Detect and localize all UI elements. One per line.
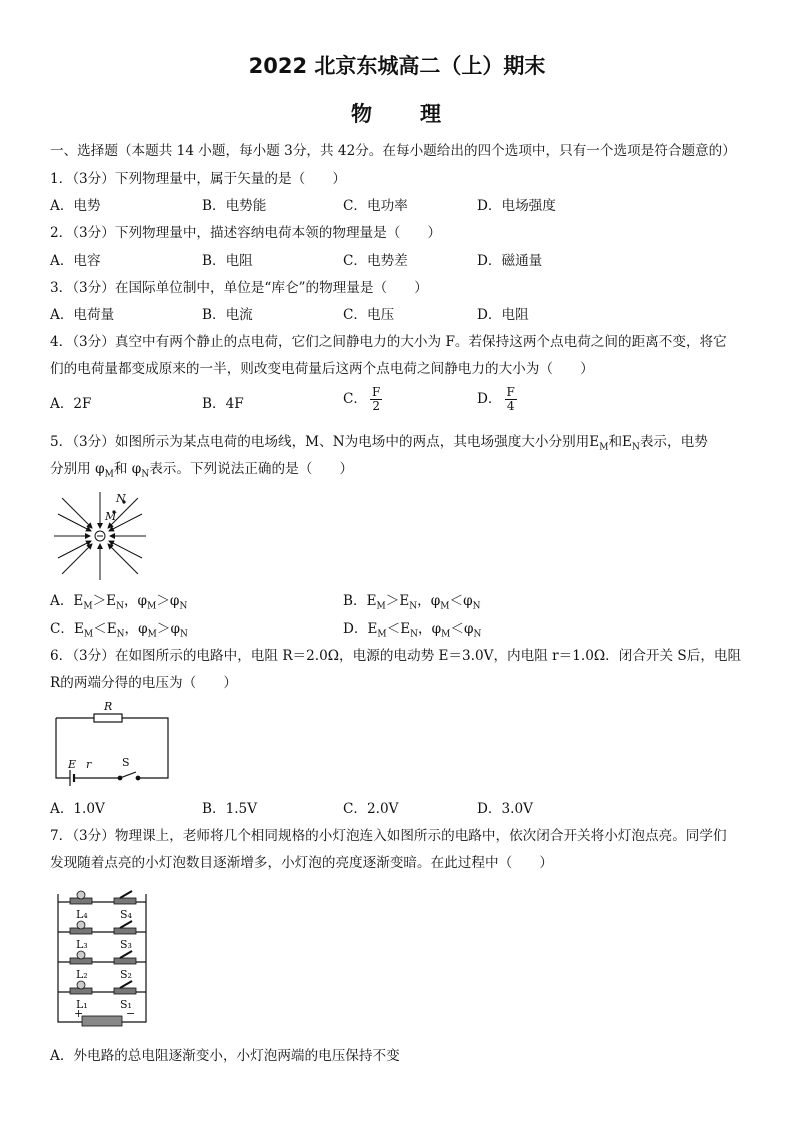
q1-option-b: B．电势能 xyxy=(202,198,267,214)
label-l3: L₃ xyxy=(76,938,88,951)
q2-option-a: A．电容 xyxy=(50,253,101,269)
bulb-icon xyxy=(77,921,85,929)
switch-lever xyxy=(120,891,132,898)
symbol-phi: φ xyxy=(131,461,142,477)
label-l1: L₁ xyxy=(76,998,88,1011)
q6-stem-line2: R的两端分得的电压为（ ） xyxy=(50,675,237,691)
q7-stem-line1: 7．（3分）物理课上，老师将几个相同规格的小灯泡连入如图所示的电路中，依次闭合开关将小灯泡点亮。同学们 xyxy=(50,828,727,844)
battery-pack xyxy=(82,1016,122,1026)
q4-option-a: A．2F xyxy=(50,396,92,412)
q1-option-c: C．电功率 xyxy=(343,198,408,214)
label-s3: S₃ xyxy=(120,938,132,951)
label-n: N xyxy=(116,492,126,505)
label-s2: S₂ xyxy=(120,968,132,981)
subject-title: 物 理 xyxy=(351,102,443,126)
q4-option-c-fraction xyxy=(370,386,382,413)
switch-base xyxy=(114,988,136,994)
q5-option-b: B．$E_M>E_N$，$\varphi_M<\varphi_N$ xyxy=(343,593,481,612)
fraction-numerator: F xyxy=(372,385,381,399)
q5-stem-text: 5．（3分）如图所示为某点电荷的电场线，M、N为电场中的两点，其电场强度大小分别用 xyxy=(50,434,590,450)
q5-field-line-figure xyxy=(52,490,148,582)
subscript-n: N xyxy=(631,442,640,453)
q5-stem-text: 表示，电势 xyxy=(639,434,708,450)
switch-lever xyxy=(120,951,132,958)
switch-lever xyxy=(120,981,132,988)
exam-title: 2022 北京东城高二（上）期末 xyxy=(248,54,546,78)
q7-option-a: A．外电路的总电阻逐渐变小，小灯泡两端的电压保持不变 xyxy=(50,1048,400,1064)
q2-option-c: C．电势差 xyxy=(343,253,408,269)
symbol-e: E xyxy=(622,434,632,450)
label-s: S xyxy=(122,756,130,769)
q7-stem-line2: 发现随着点亮的小灯泡数目逐渐增多，小灯泡的亮度逐渐变暗。在此过程中（ ） xyxy=(50,855,553,871)
q4-stem-line1: 4．（3分）真空中有两个静止的点电荷，它们之间静电力的大小为 F。若保持这两个点电荷之间的距离不变，将它 xyxy=(50,334,727,350)
label-s4: S₄ xyxy=(120,908,132,921)
switch-base xyxy=(114,958,136,964)
q4-stem-line2: 们的电荷量都变成原来的一半，则改变电荷量后这两个点电荷之间静电力的大小为（ ） xyxy=(50,361,594,377)
q1-option-a: A．电势 xyxy=(50,198,101,214)
q5-option-c: C．$E_M<E_N$，$\varphi_M>\varphi_N$ xyxy=(50,621,188,640)
switch-lever xyxy=(120,921,132,928)
resistor-r xyxy=(94,714,122,722)
subscript-m: M xyxy=(599,442,609,453)
q3-stem: 3．（3分）在国际单位制中，单位是“库仑”的物理量是（ ） xyxy=(50,280,428,296)
label-l2: L₂ xyxy=(76,968,88,981)
q3-option-a: A．电荷量 xyxy=(50,307,115,323)
q2-option-d: D．磁通量 xyxy=(477,253,543,269)
switch-s xyxy=(120,772,136,778)
q4-option-c xyxy=(343,386,382,413)
q6-circuit-figure xyxy=(52,700,174,788)
subscript-n: N xyxy=(141,469,150,480)
label-internal-r: r xyxy=(86,758,92,771)
q4-option-d xyxy=(477,386,517,413)
bulb-icon xyxy=(77,891,85,899)
q4-option-d-prefix: D． xyxy=(477,391,502,407)
q7-parallel-circuit-figure xyxy=(52,890,154,1030)
q4-option-c-prefix: C． xyxy=(343,391,367,407)
q2-option-b: B．电阻 xyxy=(202,253,253,269)
switch-contact xyxy=(136,776,140,780)
q3-option-c: C．电压 xyxy=(343,307,395,323)
label-m: M xyxy=(105,510,117,523)
bulb-icon xyxy=(77,951,85,959)
label-minus: − xyxy=(126,1007,136,1020)
symbol-phi: φ xyxy=(95,461,105,477)
q6-option-c: C．2.0V xyxy=(343,801,399,817)
q6-option-a: A．1.0V xyxy=(50,801,105,817)
q3-option-b: B．电流 xyxy=(202,307,253,323)
q1-option-d: D．电场强度 xyxy=(477,198,556,214)
q4-option-d-fraction xyxy=(505,386,517,413)
fraction-numerator: F xyxy=(506,385,515,399)
label-r: R xyxy=(104,700,113,713)
fraction-denominator: 4 xyxy=(506,399,515,413)
label-s1: S₁ xyxy=(120,998,132,1011)
q5-stem-text: 表示。下列说法正确的是（ ） xyxy=(149,461,354,477)
q4-option-b: B．4F xyxy=(202,396,244,412)
label-l4: L₄ xyxy=(76,908,88,921)
switch-base xyxy=(114,928,136,934)
section-header: 一、选择题（本题共 14 小题，每小题 3分，共 42分。在每小题给出的四个选项中，只有一个选项是符合题意的） xyxy=(50,143,736,159)
symbol-e: E xyxy=(589,434,600,450)
q6-option-d: D．3.0V xyxy=(477,801,533,817)
q1-stem: 1．（3分）下列物理量中，属于矢量的是（ ） xyxy=(50,171,346,187)
q6-option-b: B．1.5V xyxy=(202,801,258,817)
label-plus: + xyxy=(74,1007,84,1020)
conjunction: 和 xyxy=(113,461,128,477)
q6-stem-line1: 6．（3分）在如图所示的电路中，电阻 R＝2.0Ω，电源的电动势 E＝3.0V，内电阻 r＝1.0Ω．闭合开关 S后，电阻 xyxy=(50,648,742,664)
q5-option-a: A．$E_M>E_N$，$\varphi_M>\varphi_N$ xyxy=(50,593,188,612)
q3-option-d: D．电阻 xyxy=(477,307,529,323)
fraction-denominator: 2 xyxy=(372,399,380,413)
q5-stem-text: 分别用 xyxy=(50,461,96,477)
q2-stem: 2．（3分）下列物理量中，描述容纳电荷本领的物理量是（ ） xyxy=(50,225,442,241)
q5-stem-line1 xyxy=(50,433,708,457)
q5-stem-line2 xyxy=(50,460,353,484)
conjunction: 和 xyxy=(608,434,623,450)
bulb-icon xyxy=(77,981,85,989)
switch-base xyxy=(114,898,136,904)
subscript-m: M xyxy=(104,469,114,480)
q5-option-d: D．$E_M<E_N$，$\varphi_M<\varphi_N$ xyxy=(343,621,482,640)
label-e: E xyxy=(68,758,77,771)
